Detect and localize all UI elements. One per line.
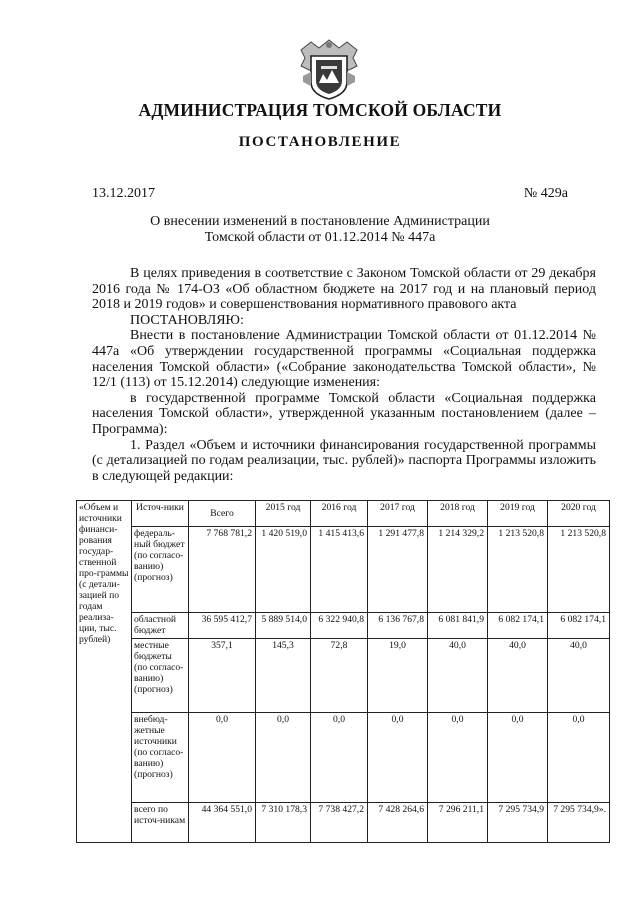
body-paragraph: В целях приведения в соответствие с Законом Томской области от 29 декабря 2016 года № 174-ОЗ «Об областном бюджете на 2017 год и на плановый период 2018 и 2019 годов» и совершенствования нормативного правового акта <box>92 266 596 313</box>
row-value: 6 082 174,1 <box>488 613 548 639</box>
row-value: 0,0 <box>488 713 548 803</box>
coat-of-arms-icon <box>297 36 361 102</box>
row-value: 72,8 <box>311 639 368 713</box>
header-year: 2017 год <box>368 501 428 527</box>
side-label-cell: «Объем и источники финанси-рования государ-ственной про-граммы (с детали-зацией по годам реализа-ции, тыс. рублей) <box>77 501 132 843</box>
row-value: 5 889 514,0 <box>256 613 311 639</box>
row-total: 0,0 <box>189 713 256 803</box>
table-row <box>77 613 610 639</box>
row-source: внебюд-жетные источники (по согласо-ванию) (прогноз) <box>132 713 189 803</box>
header-source: Источ-ники <box>132 501 189 527</box>
row-value: 0,0 <box>368 713 428 803</box>
row-value: 1 213 520,8 <box>548 527 610 613</box>
table-row <box>77 713 610 803</box>
body-decree-word: ПОСТАНОВЛЯЮ: <box>130 312 244 328</box>
row-value: 6 082 174,1 <box>548 613 610 639</box>
row-value: 6 322 940,8 <box>311 613 368 639</box>
row-total: 7 768 781,2 <box>189 527 256 613</box>
row-value: 7 310 178,3 <box>256 803 311 843</box>
row-total: 357,1 <box>189 639 256 713</box>
row-value: 40,0 <box>548 639 610 713</box>
row-value: 6 136 767,8 <box>368 613 428 639</box>
row-total: 44 364 551,0 <box>189 803 256 843</box>
header-year: 2020 год <box>548 501 610 527</box>
row-value: 6 081 841,9 <box>428 613 488 639</box>
row-value: 1 213 520,8 <box>488 527 548 613</box>
body-paragraph: 1. Раздел «Объем и источники финансирования государственной программы (с детализацией по годам реализации, тыс. рублей)» паспорта Программы изложить в следующей редакции: <box>92 437 596 484</box>
table-row <box>77 639 610 713</box>
table-header-row <box>77 501 610 527</box>
table-row <box>77 803 610 843</box>
row-source: местные бюджеты (по согласо-ванию) (прогноз) <box>132 639 189 713</box>
doc-subject <box>0 214 640 246</box>
header-year: 2016 год <box>311 501 368 527</box>
doc-type-title: ПОСТАНОВЛЕНИЕ <box>238 134 402 150</box>
row-value: 1 415 413,6 <box>311 527 368 613</box>
org-title: АДМИНИСТРАЦИЯ ТОМСКОЙ ОБЛАСТИ <box>138 100 502 120</box>
doc-date: 13.12.2017 <box>92 186 155 201</box>
row-value: 0,0 <box>311 713 368 803</box>
row-source: федераль-ный бюджет (по согласо-ванию) (прогноз) <box>132 527 189 613</box>
row-value: 0,0 <box>428 713 488 803</box>
row-value: 1 420 519,0 <box>256 527 311 613</box>
row-value: 7 428 264,6 <box>368 803 428 843</box>
row-total: 36 595 412,7 <box>189 613 256 639</box>
row-value: 1 291 477,8 <box>368 527 428 613</box>
row-source: областной бюджет <box>132 613 189 639</box>
row-value: 0,0 <box>256 713 311 803</box>
row-value: 7 296 211,1 <box>428 803 488 843</box>
row-value: 0,0 <box>548 713 610 803</box>
row-value: 40,0 <box>488 639 548 713</box>
doc-body <box>92 266 596 484</box>
subject-line-1: О внесении изменений в постановление Администрации <box>150 214 490 229</box>
doc-number: № 429а <box>523 186 568 201</box>
table-row <box>77 527 610 613</box>
row-value: 1 214 329,2 <box>428 527 488 613</box>
body-paragraph: Внести в постановление Администрации Томской области от 01.12.2014 № 447а «Об утверждении государственной программы «Социальная поддержка населения Томской области» («Собрание законодательства Томской области», № 12/1 (113) от 15.12.2014) следующие изменения: <box>92 328 596 391</box>
row-source: всего по источ-никам <box>132 803 189 843</box>
header-year: 2015 год <box>256 501 311 527</box>
body-paragraph: в государственной программе Томской области «Социальная поддержка населения Томской области», утвержденной указанным постановлением (далее – Программа): <box>92 390 596 437</box>
financing-table <box>76 500 610 843</box>
row-value: 7 295 734,9 <box>488 803 548 843</box>
header-total: Всего <box>189 501 256 527</box>
row-value: 7 295 734,9». <box>548 803 610 843</box>
row-value: 7 738 427,2 <box>311 803 368 843</box>
row-value: 145,3 <box>256 639 311 713</box>
row-value: 40,0 <box>428 639 488 713</box>
header-year: 2019 год <box>488 501 548 527</box>
subject-line-2: Томской области от 01.12.2014 № 447а <box>204 230 436 245</box>
header-year: 2018 год <box>428 501 488 527</box>
row-value: 19,0 <box>368 639 428 713</box>
